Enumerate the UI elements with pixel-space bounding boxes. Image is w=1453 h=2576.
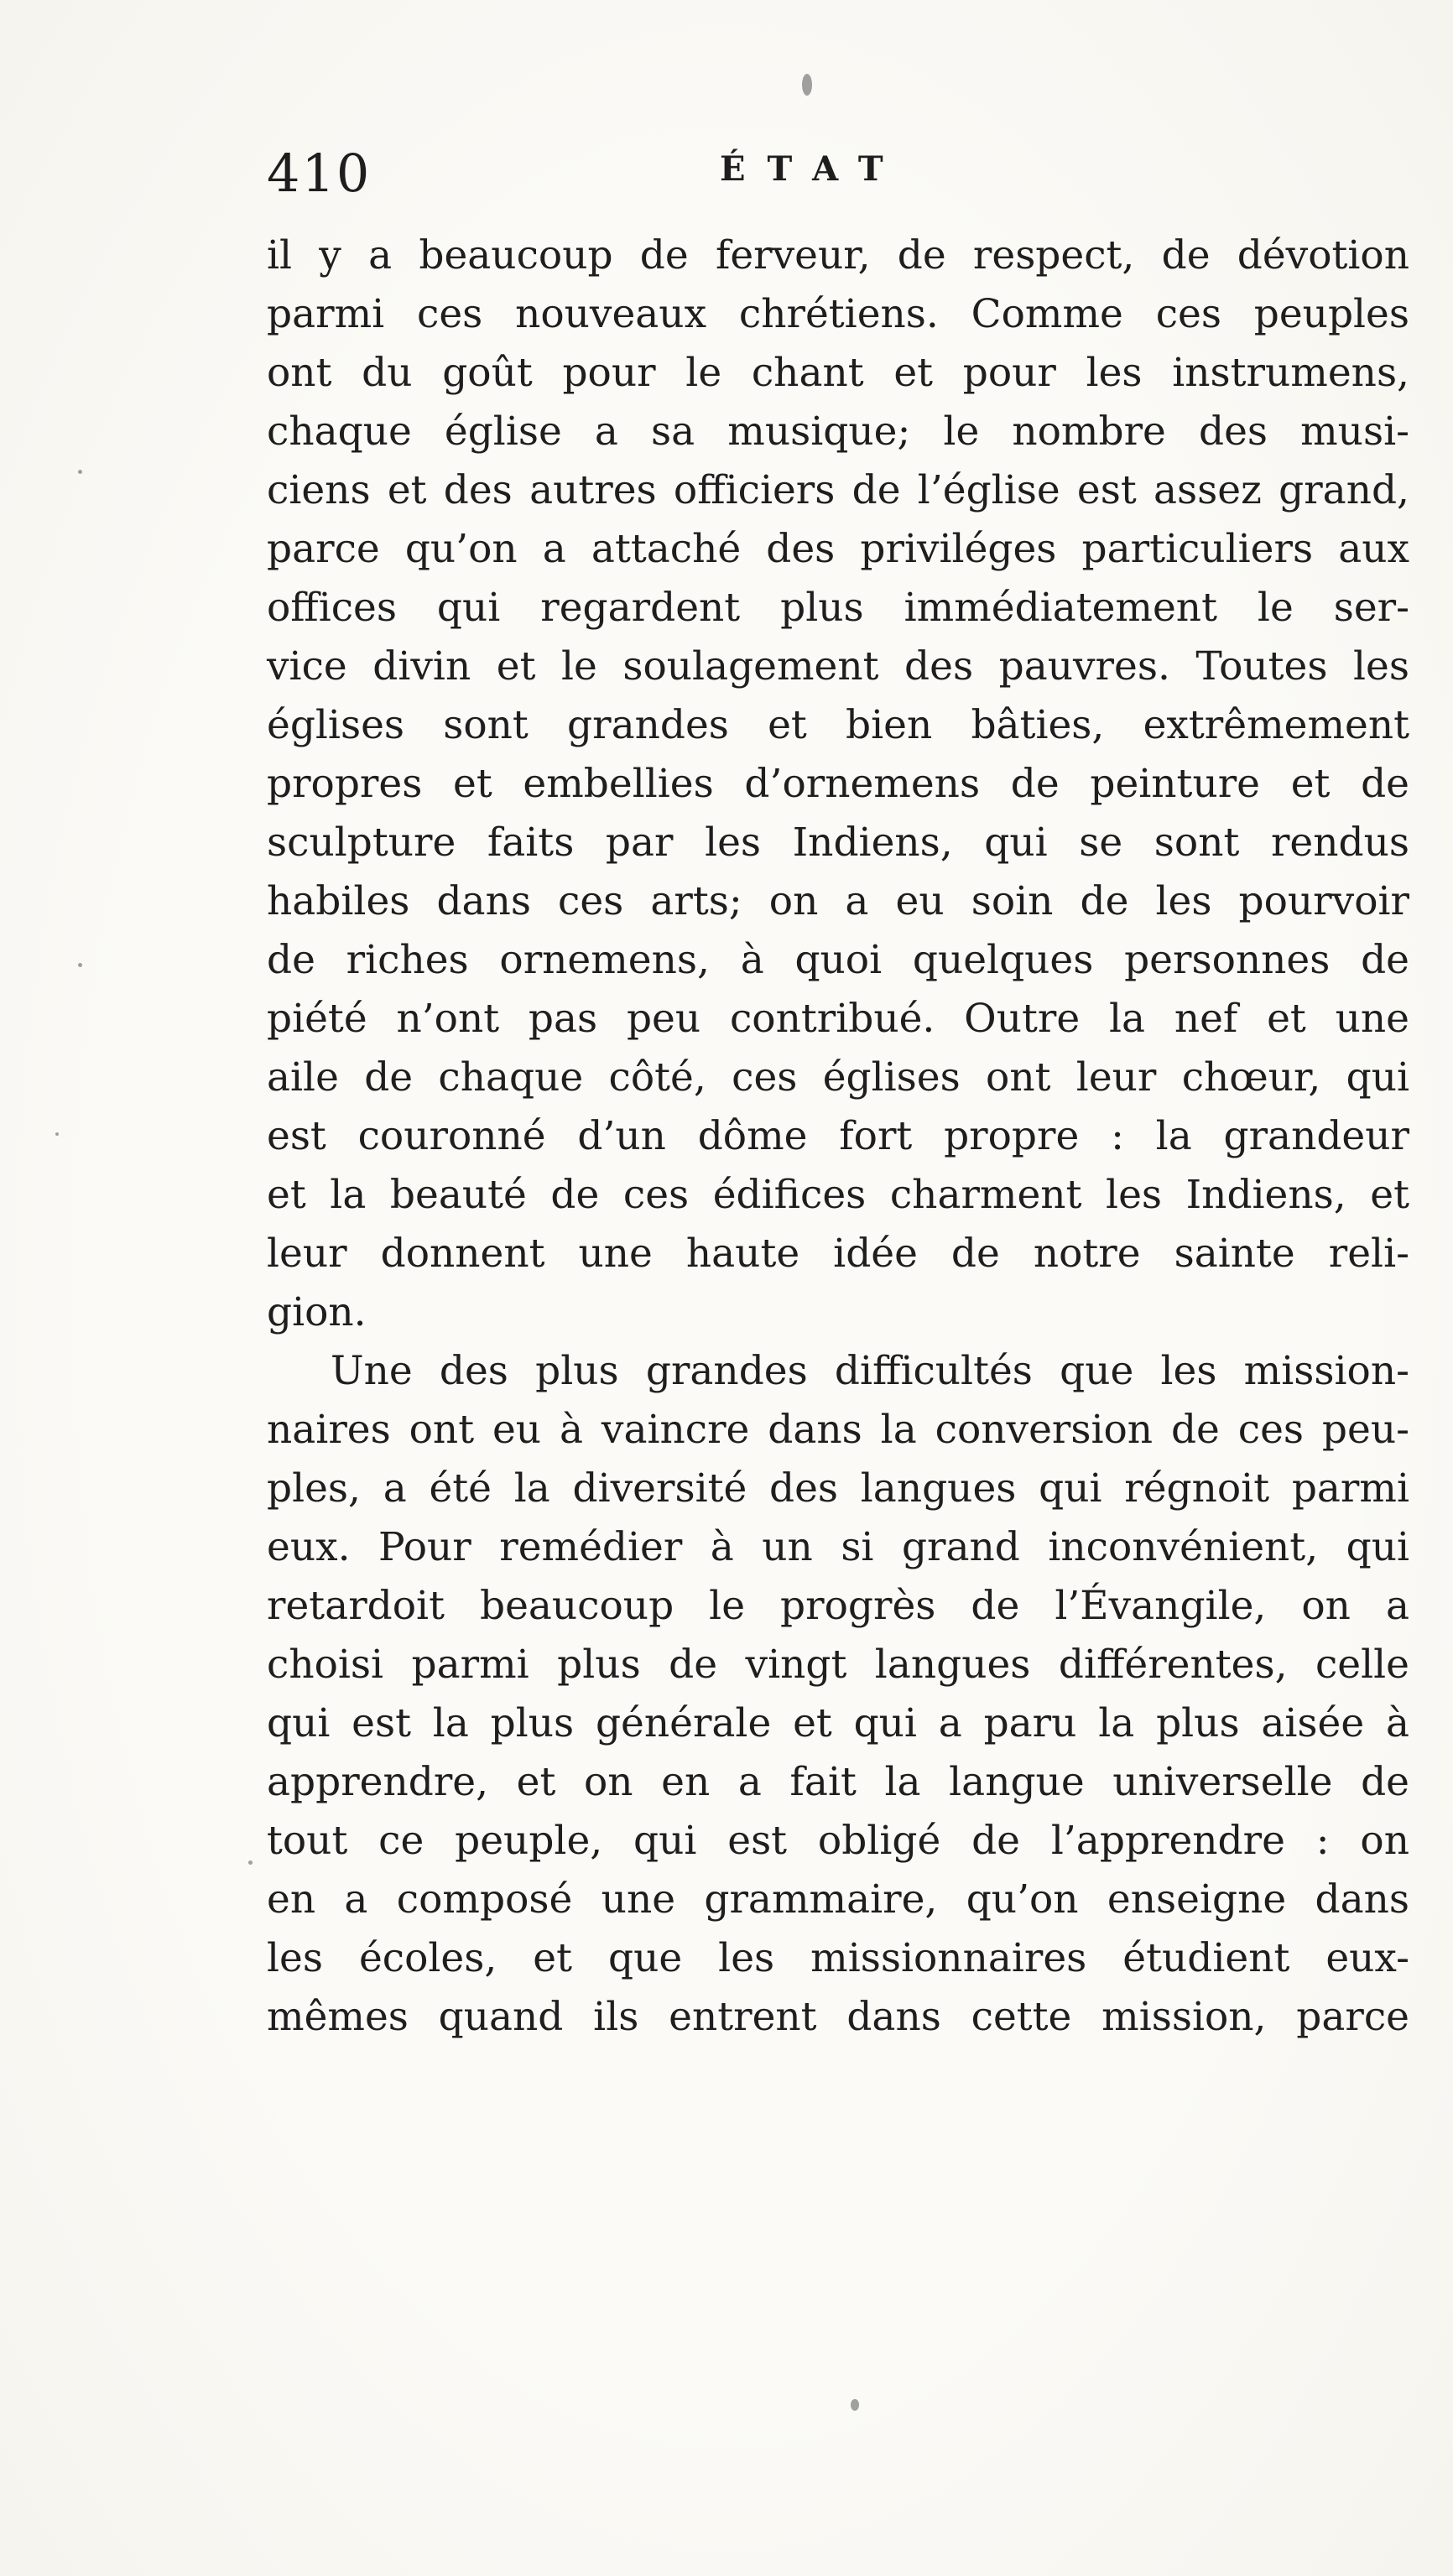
- text-line: il y a beaucoup de ferveur, de respect, de dévotion: [267, 232, 1409, 278]
- text-line: naires ont eu à vaincre dans la conversion de ces peu-: [267, 1407, 1409, 1453]
- running-head: ÉTAT: [720, 149, 905, 189]
- text-line: retardoit beaucoup le progrès de l’Évangile, on a: [267, 1583, 1409, 1629]
- text-line: sculpture faits par les Indiens, qui se sont rendus: [267, 820, 1409, 866]
- paragraph: [267, 226, 1409, 1342]
- text-line: et la beauté de ces édifices charment les Indiens, et: [267, 1172, 1409, 1218]
- text-line: piété n’ont pas peu contribué. Outre la nef et une: [267, 996, 1409, 1042]
- paragraph: [267, 1342, 1409, 2047]
- text-line: eux. Pour remédier à un si grand inconvénient, qui: [267, 1524, 1409, 1570]
- text-line: tout ce peuple, qui est obligé de l’apprendre : on: [267, 1818, 1409, 1864]
- ink-speck: [248, 1860, 253, 1865]
- text-line: de riches ornemens, à quoi quelques personnes de: [267, 937, 1409, 983]
- text-line: gion.: [267, 1289, 367, 1335]
- ink-speck: [851, 2399, 859, 2411]
- text-line: parmi ces nouveaux chrétiens. Comme ces peuples: [267, 291, 1409, 337]
- text-line: choisi parmi plus de vingt langues différentes, celle: [267, 1642, 1409, 1688]
- text-line: vice divin et le soulagement des pauvres. Toutes les: [267, 643, 1409, 690]
- text-line: leur donnent une haute idée de notre sainte reli-: [267, 1231, 1409, 1277]
- text-line: ciens et des autres officiers de l’église est assez grand,: [267, 467, 1409, 513]
- text-line: Une des plus grandes difficultés que les mission-: [331, 1348, 1409, 1394]
- text-line: les écoles, et que les missionnaires étudient eux-: [267, 1935, 1409, 1981]
- text-line: mêmes quand ils entrent dans cette mission, parce: [267, 1994, 1409, 2040]
- text-line: églises sont grandes et bien bâties, extrêmement: [267, 702, 1409, 748]
- text-line: offices qui regardent plus immédiatement le ser-: [267, 585, 1409, 631]
- ink-speck: [78, 470, 82, 474]
- ink-speck: [55, 1132, 59, 1136]
- text-line: aile de chaque côté, ces églises ont leur chœur, qui: [267, 1054, 1409, 1101]
- text-line: parce qu’on a attaché des priviléges particuliers aux: [267, 526, 1409, 572]
- text-line: ont du goût pour le chant et pour les instrumens,: [267, 350, 1409, 396]
- text-line: en a composé une grammaire, qu’on enseigne dans: [267, 1876, 1409, 1923]
- text-line: habiles dans ces arts; on a eu soin de les pourvoir: [267, 878, 1409, 924]
- text-line: est couronné d’un dôme fort propre : la grandeur: [267, 1113, 1409, 1159]
- text-line: qui est la plus générale et qui a paru la plus aisée à: [267, 1700, 1409, 1746]
- ink-speck: [802, 74, 812, 96]
- ink-speck: [78, 963, 82, 967]
- text-line: ples, a été la diversité des langues qui régnoit parmi: [267, 1465, 1409, 1512]
- text-line: propres et embellies d’ornemens de peinture et de: [267, 761, 1409, 807]
- text-line: chaque église a sa musique; le nombre des musi-: [267, 409, 1409, 455]
- page-number: 410: [267, 143, 372, 204]
- text-line: apprendre, et on en a fait la langue universelle de: [267, 1759, 1409, 1805]
- body-text: [267, 226, 1409, 2047]
- page-header: [267, 143, 1408, 218]
